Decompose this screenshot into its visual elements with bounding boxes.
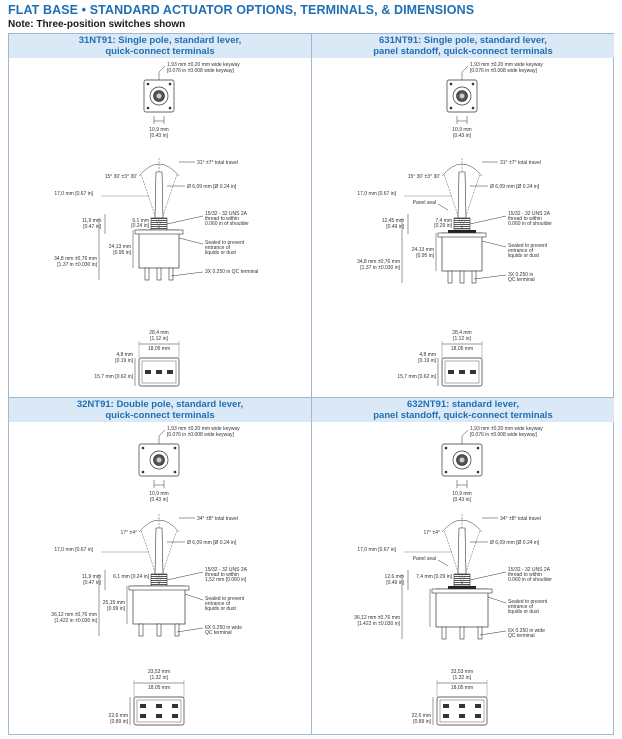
keyway-label: 1,93 mm ±0,20 mm wide keyway xyxy=(167,62,240,68)
panel-heading-line1: 631NT91: Single pole, standard lever, xyxy=(379,35,547,46)
angle-label: 17° ±4° xyxy=(423,530,440,536)
base-depth-label: 15,7 mm [0.62 in] xyxy=(94,374,133,380)
threaded-bushing xyxy=(454,574,470,586)
mount-hole xyxy=(174,471,177,474)
switch-body xyxy=(133,586,185,624)
shoulder-label: 6,1 mm [0.24 in] xyxy=(113,574,149,580)
thread-label-2: thread to within xyxy=(508,216,542,222)
base-width-label-inch: [1.32 in] xyxy=(150,675,168,681)
panel-632nt91 xyxy=(312,398,614,735)
body-height-label-inch: [0.95 in] xyxy=(416,253,434,259)
thread-label-2: thread to within xyxy=(508,572,542,578)
base-outline xyxy=(134,697,184,725)
base-width-label: 28,4 mm xyxy=(452,330,472,336)
lever xyxy=(155,172,163,218)
terminal-label: 3X 0.250 in xyxy=(508,272,534,278)
switch-drawing xyxy=(9,58,311,398)
thread-label-2: thread to within xyxy=(205,216,239,222)
panel-seal-label: Panel seal xyxy=(412,200,436,206)
thread-label: 15/32 - 32 UNS 2A xyxy=(205,211,247,217)
panel-631nt91 xyxy=(312,34,614,398)
body-height-label-inch: [0.95 in] xyxy=(113,250,131,256)
terminal-slot xyxy=(156,370,162,374)
seal-leader xyxy=(488,597,506,603)
base-depth-label: 22,6 mm xyxy=(411,713,431,719)
panel-heading-line2: panel standoff, quick-connect terminals xyxy=(373,410,553,421)
seal-label: Sealed to prevent xyxy=(205,240,245,246)
switch-body xyxy=(442,233,482,271)
seal-label-3: liquids or dust xyxy=(205,606,236,612)
terminal-slot xyxy=(443,704,449,708)
mount-hole xyxy=(174,447,177,450)
terminal-slot xyxy=(156,714,162,718)
thread-label-3: 0.060 in of shoulder xyxy=(205,221,249,227)
base-width-label: 33,53 mm xyxy=(450,669,474,675)
mount-hole xyxy=(142,447,145,450)
base-width-label: 33,53 mm xyxy=(147,669,171,675)
mount-hole xyxy=(445,447,448,450)
terminal-slot xyxy=(443,714,449,718)
body-height-label: 24,13 mm xyxy=(108,244,131,250)
seal-label-3: liquids or dust xyxy=(205,250,236,256)
lever-dia-label: Ø 6,09 mm [Ø 0.24 in] xyxy=(490,540,540,546)
overall-height-label-inch: [1.37 in ±0.030 in] xyxy=(360,265,400,271)
qc-terminal xyxy=(472,271,476,283)
dimension-grid xyxy=(8,33,614,735)
overall-height-label-inch: [1.422 in ±0.030 in] xyxy=(54,618,97,624)
seal-label-3: liquids or dust xyxy=(508,609,539,615)
lever-length-label: 17,0 mm [0.67 in] xyxy=(357,547,396,553)
overall-height-label: 34,8 mm ±0,76 mm xyxy=(356,259,400,265)
thread-label: 15/32 - 32 UNS 2A xyxy=(205,567,247,573)
qc-terminal xyxy=(139,624,143,636)
base-width-label-inch: [1.32 in] xyxy=(453,675,471,681)
base-height-label-inch: [0.19 in] xyxy=(115,358,133,364)
base-height-label-inch: [0.19 in] xyxy=(418,358,436,364)
top-width-label: 10,9 mm xyxy=(149,491,169,497)
base-height-label: 4,8 mm xyxy=(419,352,436,358)
lever xyxy=(458,528,466,574)
qc-terminal xyxy=(478,627,482,639)
base-depth-label: 22,6 mm xyxy=(108,713,128,719)
qc-terminal xyxy=(460,271,464,283)
travel-label: 34° ±8° total travel xyxy=(500,516,541,522)
base-height-label: 4,8 mm xyxy=(116,352,133,358)
terminal-slot xyxy=(140,714,146,718)
lever-tip xyxy=(157,458,162,463)
thread-label: 15/32 - 32 UNS 2A xyxy=(508,567,550,573)
terminal-slot xyxy=(475,704,481,708)
base-width-label-inch: [1.12 in] xyxy=(150,336,168,342)
lever-dia-label: Ø 6,09 mm [Ø 0.24 in] xyxy=(490,184,540,190)
panel-heading-line2: panel standoff, quick-connect terminals xyxy=(373,46,553,57)
panel-seal-leader xyxy=(438,560,448,566)
mount-flange xyxy=(432,589,492,593)
top-width-label-inch: [0.43 in] xyxy=(150,497,168,503)
shoulder-label: 7,4 mm xyxy=(435,218,452,224)
thread-label-3: 1,52 mm [0.060 in] xyxy=(205,577,247,583)
qc-terminal xyxy=(157,624,161,636)
qc-terminal xyxy=(169,268,173,280)
panel-31nt91 xyxy=(9,34,312,398)
terminal-label-2: QC terminal xyxy=(508,633,535,639)
side-view xyxy=(357,158,552,283)
terminal-leader xyxy=(177,628,203,632)
threaded-bushing xyxy=(151,574,167,586)
top-width-label: 10,9 mm xyxy=(452,127,472,133)
terminal-slot xyxy=(448,370,454,374)
base-depth-label-inch: [0.89 in] xyxy=(413,719,431,725)
keyway-label-inch: [0.076 in ±0.008 wide keyway] xyxy=(167,68,234,74)
panel-heading-line1: 32NT91: Double pole, standard lever, xyxy=(76,399,244,410)
keyway-leader xyxy=(462,430,468,436)
mount-hole xyxy=(445,471,448,474)
terminal-slot xyxy=(140,704,146,708)
shoulder-label: 6,1 mm xyxy=(132,218,149,224)
keyway-label-inch: [0.076 in ±0.008 wide keyway] xyxy=(470,432,537,438)
keyway-leader xyxy=(462,66,468,72)
thread-leader xyxy=(167,216,203,224)
base-width-label-inch: [1.12 in] xyxy=(453,336,471,342)
mount-hole xyxy=(477,471,480,474)
seal-label: Sealed to prevent xyxy=(205,596,245,602)
seal-label: Sealed to prevent xyxy=(508,243,548,249)
lever-dia-label: Ø 6,09 mm [Ø 0.24 in] xyxy=(187,540,237,546)
switch-drawing xyxy=(312,58,614,398)
terminal-label-2: QC terminal xyxy=(205,630,232,636)
terminal-leader xyxy=(474,275,506,279)
mount-flange xyxy=(129,586,189,590)
overall-height-label: 34,8 mm ±0,76 mm xyxy=(53,256,97,262)
mount-flange xyxy=(135,230,183,234)
base-width-label: 28,4 mm xyxy=(149,330,169,336)
qc-terminal xyxy=(157,268,161,280)
mount-hole xyxy=(142,471,145,474)
terminal-label: 3X 0.250 in QC terminal xyxy=(205,269,259,275)
page-title: FLAT BASE • STANDARD ACTUATOR OPTIONS, TERMINALS, & DIMENSIONS xyxy=(8,3,475,17)
thread-leader xyxy=(470,572,506,580)
terminal-slot xyxy=(470,370,476,374)
side-view xyxy=(354,514,552,639)
panel-heading-line2: quick-connect terminals xyxy=(105,46,215,57)
panel-seal-leader xyxy=(438,204,448,210)
switch-body xyxy=(139,230,179,268)
panel-seal-label: Panel seal xyxy=(412,556,436,562)
thread-label-3: 0.060 in of shoulder xyxy=(508,221,552,227)
bushing-height-label: 11,9 mm xyxy=(81,574,101,580)
keyway-label: 1,93 mm ±0,20 mm wide keyway xyxy=(167,426,240,432)
mount-hole xyxy=(147,107,150,110)
panel-heading xyxy=(312,398,614,422)
terminal-slot xyxy=(167,370,173,374)
threaded-bushing xyxy=(151,218,167,230)
overall-height-label-inch: [1.422 in ±0.030 in] xyxy=(357,621,400,627)
side-view xyxy=(51,514,247,636)
top-width-label-inch: [0.43 in] xyxy=(453,133,471,139)
travel-label: 34° ±8° total travel xyxy=(197,516,238,522)
bottom-view xyxy=(412,669,487,725)
seal-leader xyxy=(185,594,203,600)
side-view xyxy=(54,158,258,280)
travel-label: 31° ±7° total travel xyxy=(500,160,541,166)
bottom-view xyxy=(94,330,179,386)
lever xyxy=(155,528,163,574)
seal-leader xyxy=(179,238,203,244)
seal-leader xyxy=(482,241,506,247)
shoulder-label: 7,4 mm [0.29 in] xyxy=(416,574,452,580)
shoulder-label-inch: [0.29 in] xyxy=(434,223,452,229)
mount-hole xyxy=(472,83,475,86)
bushing-height-label: 12,45 mm xyxy=(381,218,404,224)
base-subwidth-label: 18,05 mm xyxy=(450,346,474,352)
mount-hole xyxy=(169,83,172,86)
top-width-label-inch: [0.43 in] xyxy=(453,497,471,503)
page-note: Note: Three-position switches shown xyxy=(8,19,186,30)
terminal-slot xyxy=(459,704,465,708)
switch-body xyxy=(436,589,488,627)
angle-label: 15° 30' ±3° 30' xyxy=(104,174,137,180)
switch-drawing xyxy=(312,422,614,735)
overall-height-label-inch: [1.37 in ±0.030 in] xyxy=(57,262,97,268)
lever-length-label: 17,0 mm [0.67 in] xyxy=(54,547,93,553)
panel-standoff xyxy=(448,586,476,589)
terminal-slot xyxy=(172,714,178,718)
terminal-slot xyxy=(459,714,465,718)
lever xyxy=(458,172,466,218)
panel-heading-line2: quick-connect terminals xyxy=(105,410,215,421)
body-height-label: 25,15 mm xyxy=(102,600,125,606)
base-outline xyxy=(437,697,487,725)
keyway-label: 1,93 mm ±0,20 mm wide keyway xyxy=(470,426,543,432)
terminal-leader xyxy=(171,272,203,276)
bushing-height-label-inch: [0.49 in] xyxy=(386,580,404,586)
panel-heading xyxy=(9,398,311,422)
keyway-label: 1,93 mm ±0,20 mm wide keyway xyxy=(470,62,543,68)
terminal-label: 6X 0.250 in wide xyxy=(508,628,545,634)
mount-hole xyxy=(477,447,480,450)
terminal-slot xyxy=(459,370,465,374)
terminal-slot xyxy=(156,704,162,708)
base-depth-label: 15,7 mm [0.62 in] xyxy=(397,374,436,380)
body-height-label: 24,13 mm xyxy=(411,247,434,253)
mount-hole xyxy=(450,107,453,110)
mount-hole xyxy=(147,83,150,86)
qc-terminal xyxy=(145,268,149,280)
keyway-leader xyxy=(159,66,165,72)
overall-height-label: 36,12 mm ±0,76 mm xyxy=(51,612,97,618)
mount-hole xyxy=(169,107,172,110)
lever-dia-label: Ø 6,09 mm [Ø 0.24 in] xyxy=(187,184,237,190)
qc-terminal xyxy=(448,271,452,283)
bushing-height-label: 12,6 mm xyxy=(384,574,404,580)
mount-flange xyxy=(438,233,486,237)
thread-label-2: thread to within xyxy=(205,572,239,578)
mount-hole xyxy=(472,107,475,110)
angle-label: 17° ±4° xyxy=(120,530,137,536)
panel-heading xyxy=(312,34,614,58)
thread-label: 15/32 - 32 UNS 2A xyxy=(508,211,550,217)
qc-terminal xyxy=(460,627,464,639)
panel-heading-line1: 632NT91: standard lever, xyxy=(407,399,519,410)
terminal-label-2: QC terminal xyxy=(508,277,535,283)
keyway-leader xyxy=(159,430,165,436)
top-view xyxy=(139,426,240,503)
travel-label: 31° ±7° total travel xyxy=(197,160,238,166)
lever-tip xyxy=(157,94,162,99)
seal-label-2: entrance of xyxy=(205,601,231,607)
shoulder-label-inch: [0.24 in] xyxy=(131,223,149,229)
terminal-leader xyxy=(480,631,506,635)
bushing-height-label: 11,9 mm xyxy=(81,218,101,224)
thread-label-3: 0.060 in of shoulder xyxy=(508,577,552,583)
seal-label-2: entrance of xyxy=(508,604,534,610)
qc-terminal xyxy=(442,627,446,639)
terminal-slot xyxy=(145,370,151,374)
seal-label-2: entrance of xyxy=(205,245,231,251)
keyway-label-inch: [0.076 in ±0.008 wide keyway] xyxy=(470,68,537,74)
base-subwidth-label: 18,05 mm xyxy=(147,346,171,352)
angle-label: 15° 30' ±3° 30' xyxy=(407,174,440,180)
lever-tip xyxy=(460,458,465,463)
bottom-view xyxy=(109,669,184,725)
bushing-height-label-inch: [0.47 in] xyxy=(83,224,101,230)
panel-heading xyxy=(9,34,311,58)
seal-label-3: liquids or dust xyxy=(508,253,539,259)
seal-label: Sealed to prevent xyxy=(508,599,548,605)
terminal-slot xyxy=(172,704,178,708)
body-height-label-inch: [0.99 in] xyxy=(107,606,125,612)
thread-leader xyxy=(167,572,203,580)
thread-leader xyxy=(470,216,506,224)
lever-length-label: 17,0 mm [0.67 in] xyxy=(54,191,93,197)
panel-32nt91 xyxy=(9,398,312,735)
seal-label-2: entrance of xyxy=(508,248,534,254)
terminal-slot xyxy=(475,714,481,718)
base-depth-label-inch: [0.89 in] xyxy=(110,719,128,725)
top-view xyxy=(447,62,543,139)
overall-height-label: 36,12 mm ±0,76 mm xyxy=(354,615,400,621)
base-subwidth-label: 18,05 mm xyxy=(450,685,474,691)
top-view xyxy=(144,62,240,139)
mount-hole xyxy=(450,83,453,86)
top-width-label-inch: [0.43 in] xyxy=(150,133,168,139)
lever-tip xyxy=(460,94,465,99)
bottom-view xyxy=(397,330,482,386)
lever-length-label: 17,0 mm [0.67 in] xyxy=(357,191,396,197)
top-width-label: 10,9 mm xyxy=(149,127,169,133)
terminal-label: 6X 0.250 in wide xyxy=(205,625,242,631)
panel-heading-line1: 31NT91: Single pole, standard lever, xyxy=(78,35,242,46)
top-view xyxy=(442,426,543,503)
qc-terminal xyxy=(175,624,179,636)
threaded-bushing xyxy=(454,218,470,230)
top-width-label: 10,9 mm xyxy=(452,491,472,497)
panel-standoff xyxy=(448,230,476,233)
base-subwidth-label: 18,05 mm xyxy=(147,685,171,691)
bushing-height-label-inch: [0.49 in] xyxy=(386,224,404,230)
bushing-height-label-inch: [0.47 in] xyxy=(83,580,101,586)
switch-drawing xyxy=(9,422,311,735)
keyway-label-inch: [0.076 in ±0.008 wide keyway] xyxy=(167,432,234,438)
